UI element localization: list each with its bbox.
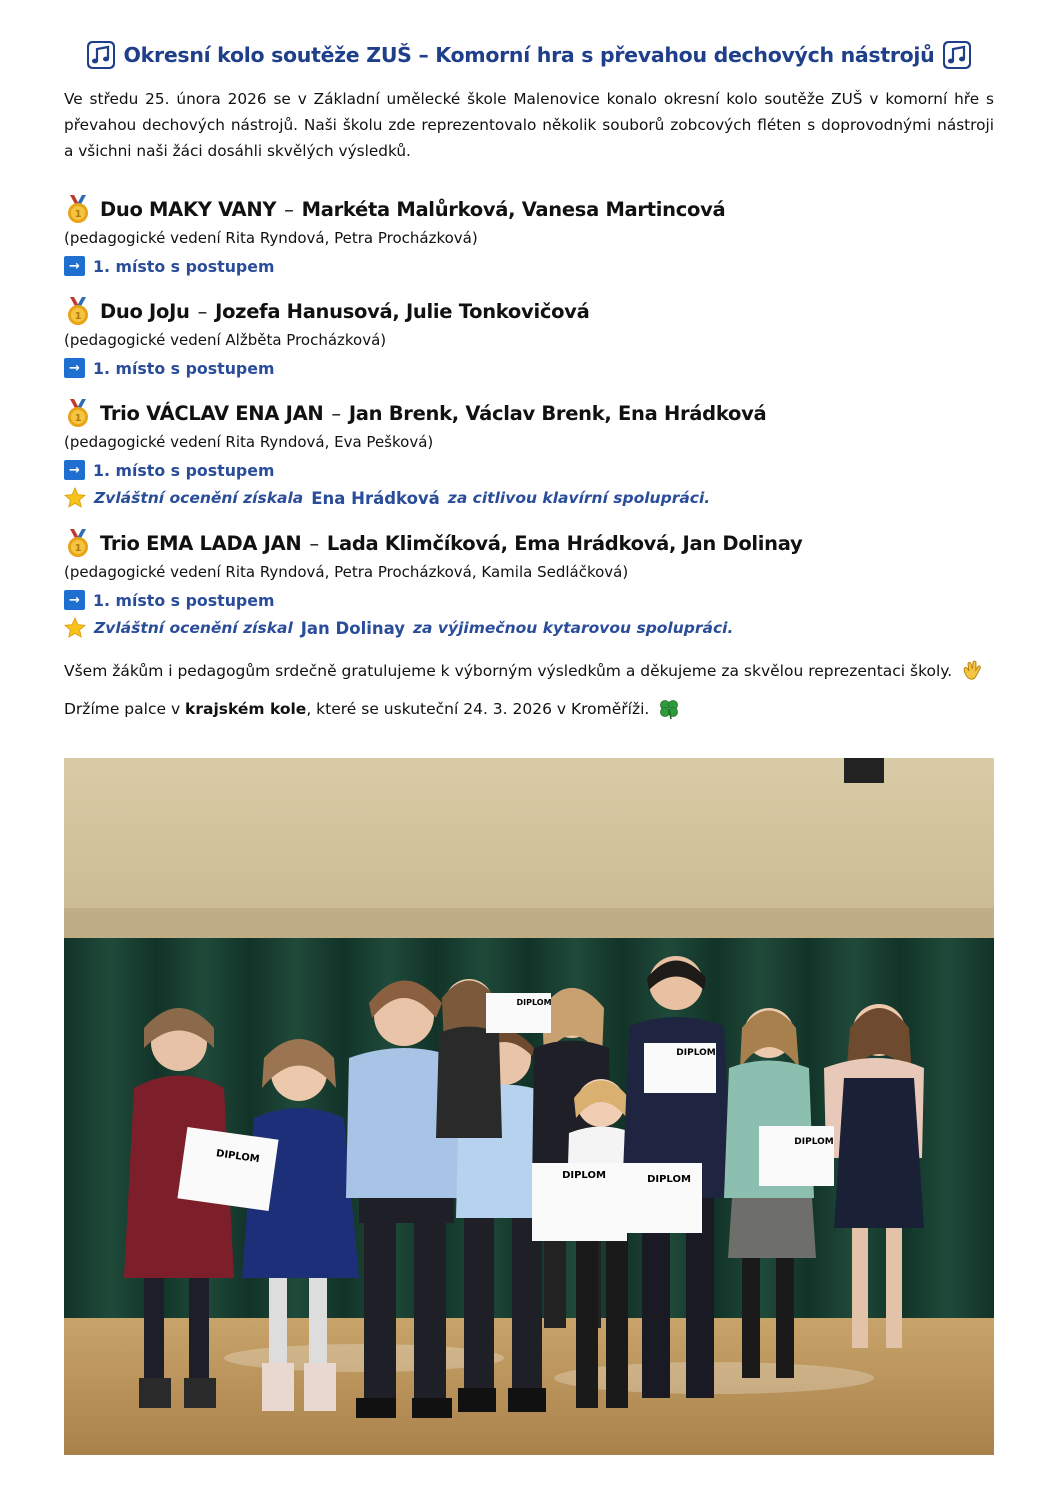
- wish-bold: krajském kole: [185, 700, 307, 718]
- ensemble-section: [64, 398, 994, 512]
- dash-separator: –: [331, 401, 341, 425]
- diploma-label: DIPLOM: [676, 1048, 716, 1058]
- ensemble-result: [64, 252, 994, 280]
- ensemble-heading: [64, 296, 994, 326]
- diploma-label: DIPLOM: [562, 1170, 606, 1181]
- right-arrow-icon: →: [64, 590, 85, 610]
- ensemble-name: Duo JoJu: [100, 299, 190, 323]
- ensemble-heading: [64, 194, 994, 224]
- result-text: 1. místo s postupem: [93, 358, 275, 378]
- right-arrow-icon: →: [64, 256, 85, 276]
- special-suffix: za citlivou klavírní spolupráci.: [447, 489, 711, 507]
- diploma-label: DIPLOM: [516, 998, 552, 1007]
- diploma-label: DIPLOM: [215, 1148, 261, 1166]
- congrats-text: Všem žákům i pedagogům srdečně gratulujeme k výborným výsledkům a děkujeme za skvělou reprezentaci školy.: [64, 662, 953, 680]
- document-page: [64, 40, 994, 724]
- result-text: 1. místo s postupem: [93, 460, 275, 480]
- special-prefix: Zvláštní ocenění získal: [94, 619, 293, 637]
- ensemble-members: Jan Brenk, Václav Brenk, Ena Hrádková: [348, 401, 767, 425]
- ensemble-name: Trio VÁCLAV ENA JAN: [100, 401, 324, 425]
- svg-text:1: 1: [74, 543, 82, 554]
- four-leaf-clover-icon: [657, 697, 681, 721]
- special-name: Ena Hrádková: [311, 488, 440, 508]
- ensemble-result: [64, 456, 994, 484]
- star-icon: [64, 617, 86, 639]
- wish-paragraph: [64, 694, 994, 724]
- group-photo: [64, 758, 994, 1455]
- musical-notes-icon: [86, 40, 116, 70]
- dash-separator: –: [309, 531, 319, 555]
- gold-medal-icon: [64, 296, 92, 326]
- gold-medal-icon: [64, 194, 92, 224]
- ensemble-members: Jozefa Hanusová, Julie Tonkovičová: [215, 299, 590, 323]
- special-prefix: Zvláštní ocenění získala: [94, 489, 304, 507]
- right-arrow-icon: →: [64, 460, 85, 480]
- ensemble-name: Trio EMA LADA JAN: [100, 531, 302, 555]
- special-name: Jan Dolinay: [300, 618, 406, 638]
- svg-text:1: 1: [74, 209, 82, 220]
- dash-separator: –: [284, 197, 294, 221]
- svg-text:1: 1: [74, 413, 82, 424]
- ensemble-name: Duo MAKY VANY: [100, 197, 277, 221]
- gold-medal-icon: [64, 528, 92, 558]
- musical-notes-icon: [942, 40, 972, 70]
- result-text: 1. místo s postupem: [93, 590, 275, 610]
- special-award: [64, 614, 994, 642]
- congrats-paragraph: [64, 656, 994, 686]
- diploma-label: DIPLOM: [647, 1174, 691, 1185]
- star-icon: [64, 487, 86, 509]
- svg-text:1: 1: [74, 311, 82, 322]
- result-text: 1. místo s postupem: [93, 256, 275, 276]
- special-award: [64, 484, 994, 512]
- ensemble-section: [64, 194, 994, 280]
- page-title: [64, 40, 994, 70]
- right-arrow-icon: →: [64, 358, 85, 378]
- intro-paragraph: Ve středu 25. února 2026 se v Základní umělecké škole Malenovice konalo okresní kolo soutěže ZUŠ v komorní hře s převahou dechových nástrojů. Naši školu zde reprezentovalo několik souborů zobcových fléten s doprovodnými nástroji a všichni naši žáci dosáhli skvělých výsledků.: [64, 90, 994, 160]
- special-suffix: za výjimečnou kytarovou spolupráci.: [413, 619, 734, 637]
- wish-text: [64, 700, 649, 718]
- ensemble-teachers: (pedagogické vedení Rita Ryndová, Petra Procházková): [64, 229, 478, 247]
- page-title-text: Okresní kolo soutěže ZUŠ – Komorní hra s převahou dechových nástrojů: [123, 43, 935, 67]
- dash-separator: –: [197, 299, 208, 323]
- ensemble-section: [64, 296, 994, 382]
- ensemble-section: [64, 528, 994, 642]
- wish-before: Držíme palce v: [64, 700, 186, 718]
- ensemble-members: Lada Klimčíková, Ema Hrádková, Jan Dolinay: [326, 531, 803, 555]
- clapping-hands-icon: [960, 659, 984, 683]
- wish-after: , které se uskuteční 24. 3. 2026 v Kroměříži.: [306, 700, 650, 718]
- ensemble-teachers: (pedagogické vedení Alžběta Procházková): [64, 331, 387, 349]
- ensemble-teachers: (pedagogické vedení Rita Ryndová, Eva Pešková): [64, 433, 434, 451]
- ensemble-heading: [64, 398, 994, 428]
- ensemble-result: [64, 586, 994, 614]
- diploma-label: DIPLOM: [794, 1137, 834, 1147]
- ensemble-result: [64, 354, 994, 382]
- ensemble-heading: [64, 528, 994, 558]
- ensemble-members: Markéta Malůrková, Vanesa Martincová: [301, 197, 726, 221]
- gold-medal-icon: [64, 398, 92, 428]
- ensemble-teachers: (pedagogické vedení Rita Ryndová, Petra Procházková, Kamila Sedláčková): [64, 563, 629, 581]
